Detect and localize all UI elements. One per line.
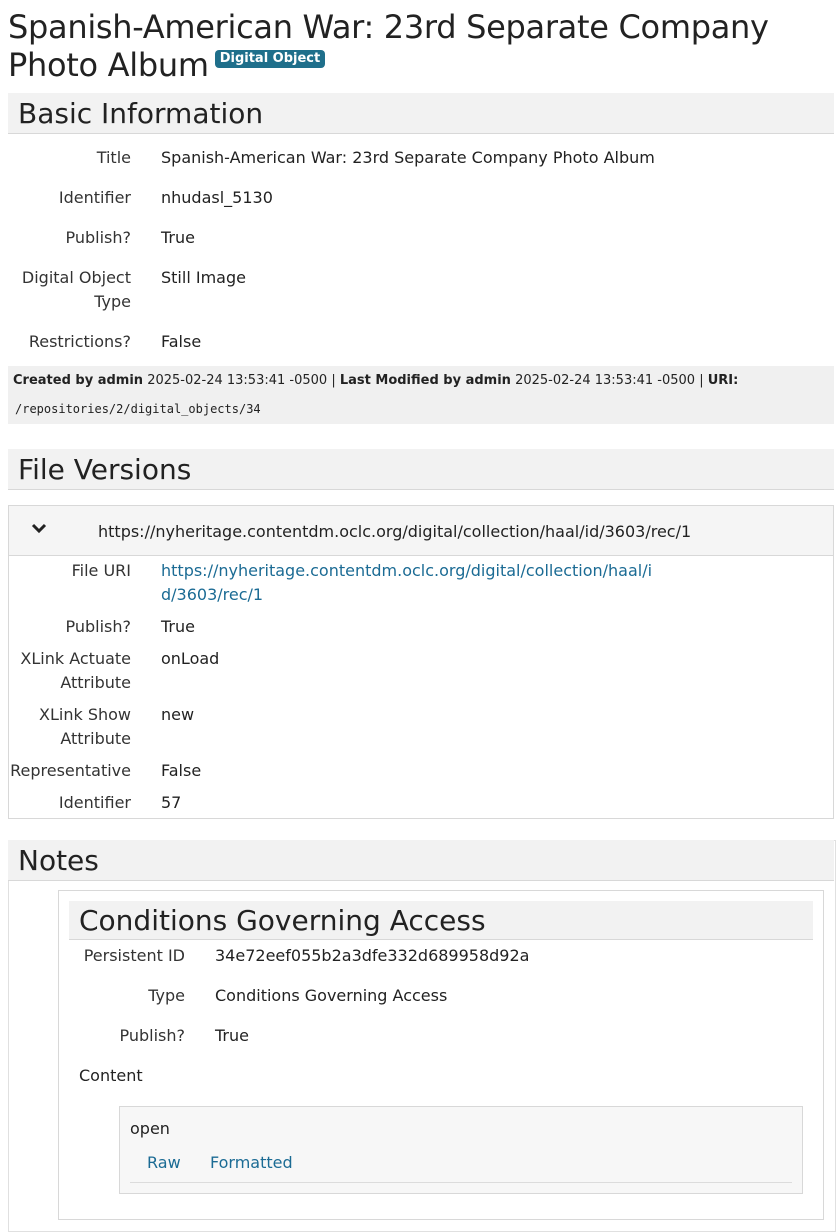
created-timestamp: 2025-02-24 13:53:41 -0500 xyxy=(147,373,328,388)
publish-value: True xyxy=(161,228,195,247)
xlink-actuate-value: onLoad xyxy=(161,649,220,668)
publish-label: Publish? xyxy=(65,228,131,247)
notes-header xyxy=(8,840,834,881)
file-uri-link-wrap xyxy=(161,559,661,607)
title-value: Spanish-American War: 23rd Separate Company Photo Album xyxy=(161,148,655,167)
uri-value: /repositories/2/digital_objects/34 xyxy=(15,402,261,416)
file-version-title: https://nyheritage.contentdm.oclc.org/digital/collection/haal/id/3603/rec/1 xyxy=(98,522,692,541)
xlink-show-label: XLink Show Attribute xyxy=(39,705,131,748)
digital-object-type-value: Still Image xyxy=(161,268,246,287)
note-content-box xyxy=(119,1106,803,1194)
tab-raw[interactable]: Raw xyxy=(147,1153,181,1172)
created-by-label: Created by admin xyxy=(13,373,144,388)
file-uri-label: File URI xyxy=(71,561,131,580)
digital-object-type-label: Digital Object Type xyxy=(21,268,131,311)
fv-identifier-label: Identifier xyxy=(58,793,131,812)
persistent-id-value: 34e72eef055b2a3dfe332d689958d92a xyxy=(215,946,530,965)
fv-publish-value: True xyxy=(161,617,195,636)
record-metadata-bar xyxy=(8,366,834,424)
restrictions-value: False xyxy=(161,332,202,351)
notes-heading: Notes xyxy=(18,844,99,877)
basic-information-header xyxy=(8,93,834,134)
note-heading: Conditions Governing Access xyxy=(79,904,486,937)
xlink-actuate-label: XLink Actuate Attribute xyxy=(20,649,131,692)
separator: | xyxy=(331,373,336,388)
modified-by-label: Last Modified by admin xyxy=(339,373,511,388)
note-publish-label: Publish? xyxy=(119,1026,185,1045)
fv-identifier-value: 57 xyxy=(161,793,182,812)
note-content-text: open xyxy=(130,1119,170,1138)
representative-label: Representative xyxy=(10,761,131,780)
xlink-show-value: new xyxy=(161,705,195,724)
digital-object-badge: Digital Object xyxy=(215,50,326,68)
restrictions-label: Restrictions? xyxy=(28,332,131,351)
note-type-label: Type xyxy=(148,986,185,1005)
modified-timestamp: 2025-02-24 13:53:41 -0500 xyxy=(515,373,696,388)
file-versions-header xyxy=(8,449,834,490)
file-version-toggle[interactable] xyxy=(9,506,833,556)
uri-label: URI: xyxy=(707,373,739,388)
metadata-line xyxy=(13,372,738,390)
page-title xyxy=(8,8,828,84)
note-type-value: Conditions Governing Access xyxy=(215,986,448,1005)
separator: | xyxy=(699,373,704,388)
chevron-down-icon[interactable] xyxy=(31,520,47,536)
file-uri-link[interactable]: https://nyheritage.contentdm.oclc.org/digital/collection/haal/id/3603/rec/1 xyxy=(161,561,653,604)
tab-formatted[interactable]: Formatted xyxy=(210,1153,293,1172)
file-versions-heading: File Versions xyxy=(18,453,192,486)
basic-information-heading: Basic Information xyxy=(18,97,264,130)
tab-divider xyxy=(130,1182,792,1183)
title-label: Title xyxy=(96,148,131,167)
page-title-text: Spanish-American War: 23rd Separate Company Photo Album xyxy=(8,8,769,84)
representative-value: False xyxy=(161,761,202,780)
note-publish-value: True xyxy=(215,1026,249,1045)
identifier-value: nhudasl_5130 xyxy=(161,188,273,207)
content-label: Content xyxy=(79,1066,143,1085)
persistent-id-label: Persistent ID xyxy=(83,946,185,965)
identifier-label: Identifier xyxy=(58,188,131,207)
note-header xyxy=(69,901,813,940)
fv-publish-label: Publish? xyxy=(65,617,131,636)
